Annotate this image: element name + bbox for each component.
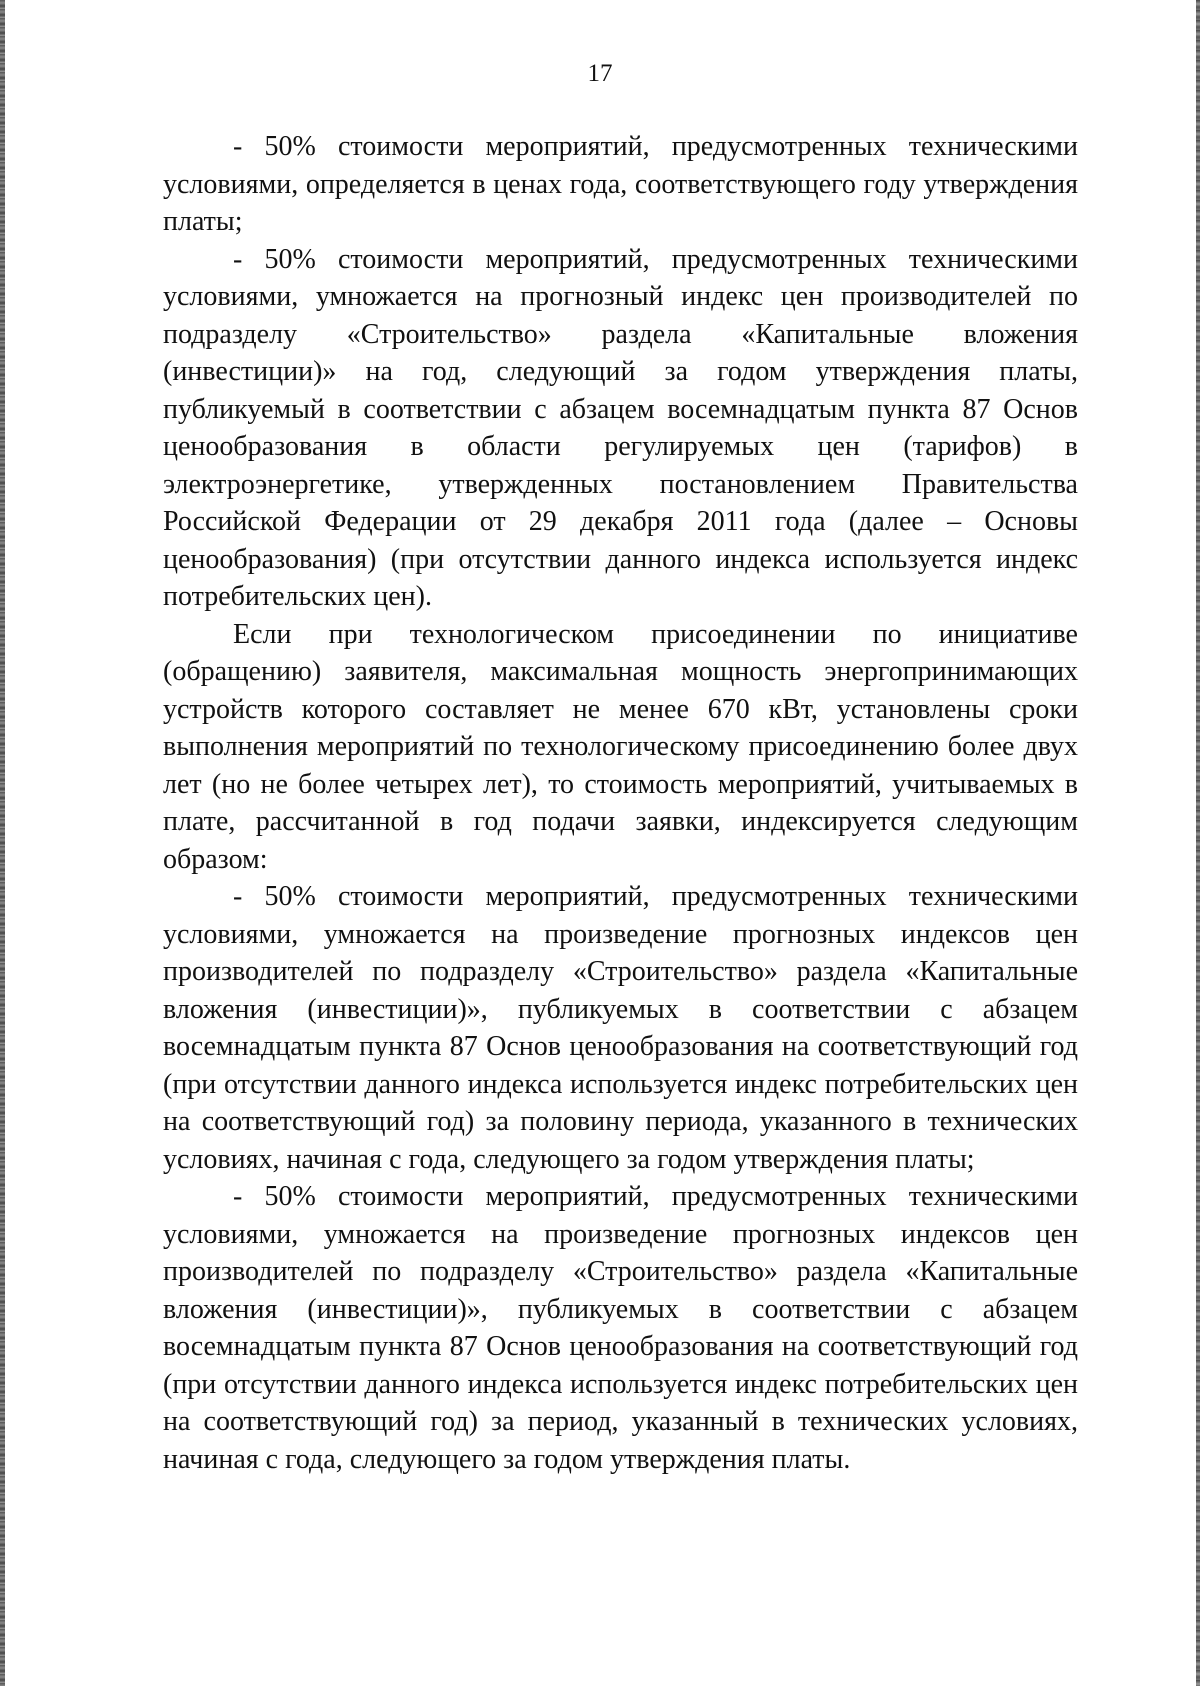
paragraph-2: - 50% стоимости мероприятий, предусмотренных техническими условиями, умножается на прогнозный индекс цен производителей по подразделу «Строительство» раздела «Капитальные вложения (инвестиции)» на год, следующий за годом утверждения платы, публикуемый в соответствии с абзацем восемнадцатым пункта 87 Основ ценообразования в области регулируемых цен (тарифов) в электроэнергетике, утвержденных постановлением Правительства Российской Федерации от 29 декабря 2011 года (далее – Основы ценообразования) (при отсутствии данного индекса используется индекс потребительских цен).	[163, 243, 1078, 612]
paragraph-4: - 50% стоимости мероприятий, предусмотренных техническими условиями, умножается на произведение прогнозных индексов цен производителей по подразделу «Строительство» раздела «Капитальные вложения (инвестиции)», публикуемых в соответствии с абзацем восемнадцатым пункта 87 Основ ценообразования на соответствующий год (при отсутствии данного индекса используется индекс потребительских цен на соответствующий год) за половину периода, указанного в технических условиях, начиная с года, следующего за годом утверждения платы;	[163, 881, 1078, 1175]
scan-edge-left	[0, 0, 5, 1686]
document-body	[163, 128, 1078, 1478]
paragraph-1: - 50% стоимости мероприятий, предусмотренных техническими условиями, определяется в ценах года, соответствующего году утверждения платы;	[163, 131, 1078, 237]
page-number: 17	[587, 60, 613, 87]
scan-edge-right	[1196, 0, 1200, 1686]
paragraph-5: - 50% стоимости мероприятий, предусмотренных техническими условиями, умножается на произведение прогнозных индексов цен производителей по подразделу «Строительство» раздела «Капитальные вложения (инвестиции)», публикуемых в соответствии с абзацем восемнадцатым пункта 87 Основ ценообразования на соответствующий год (при отсутствии данного индекса используется индекс потребительских цен на соответствующий год) за период, указанный в технических условиях, начиная с года, следующего за годом утверждения платы.	[163, 1181, 1078, 1475]
paragraph-3: Если при технологическом присоединении по инициативе (обращению) заявителя, максимальная мощность энергопринимающих устройств которого составляет не менее 670 кВт, установлены сроки выполнения мероприятий по технологическому присоединению более двух лет (но не более четырех лет), то стоимость мероприятий, учитываемых в плате, рассчитанной в год подачи заявки, индексируется следующим образом:	[163, 618, 1078, 875]
